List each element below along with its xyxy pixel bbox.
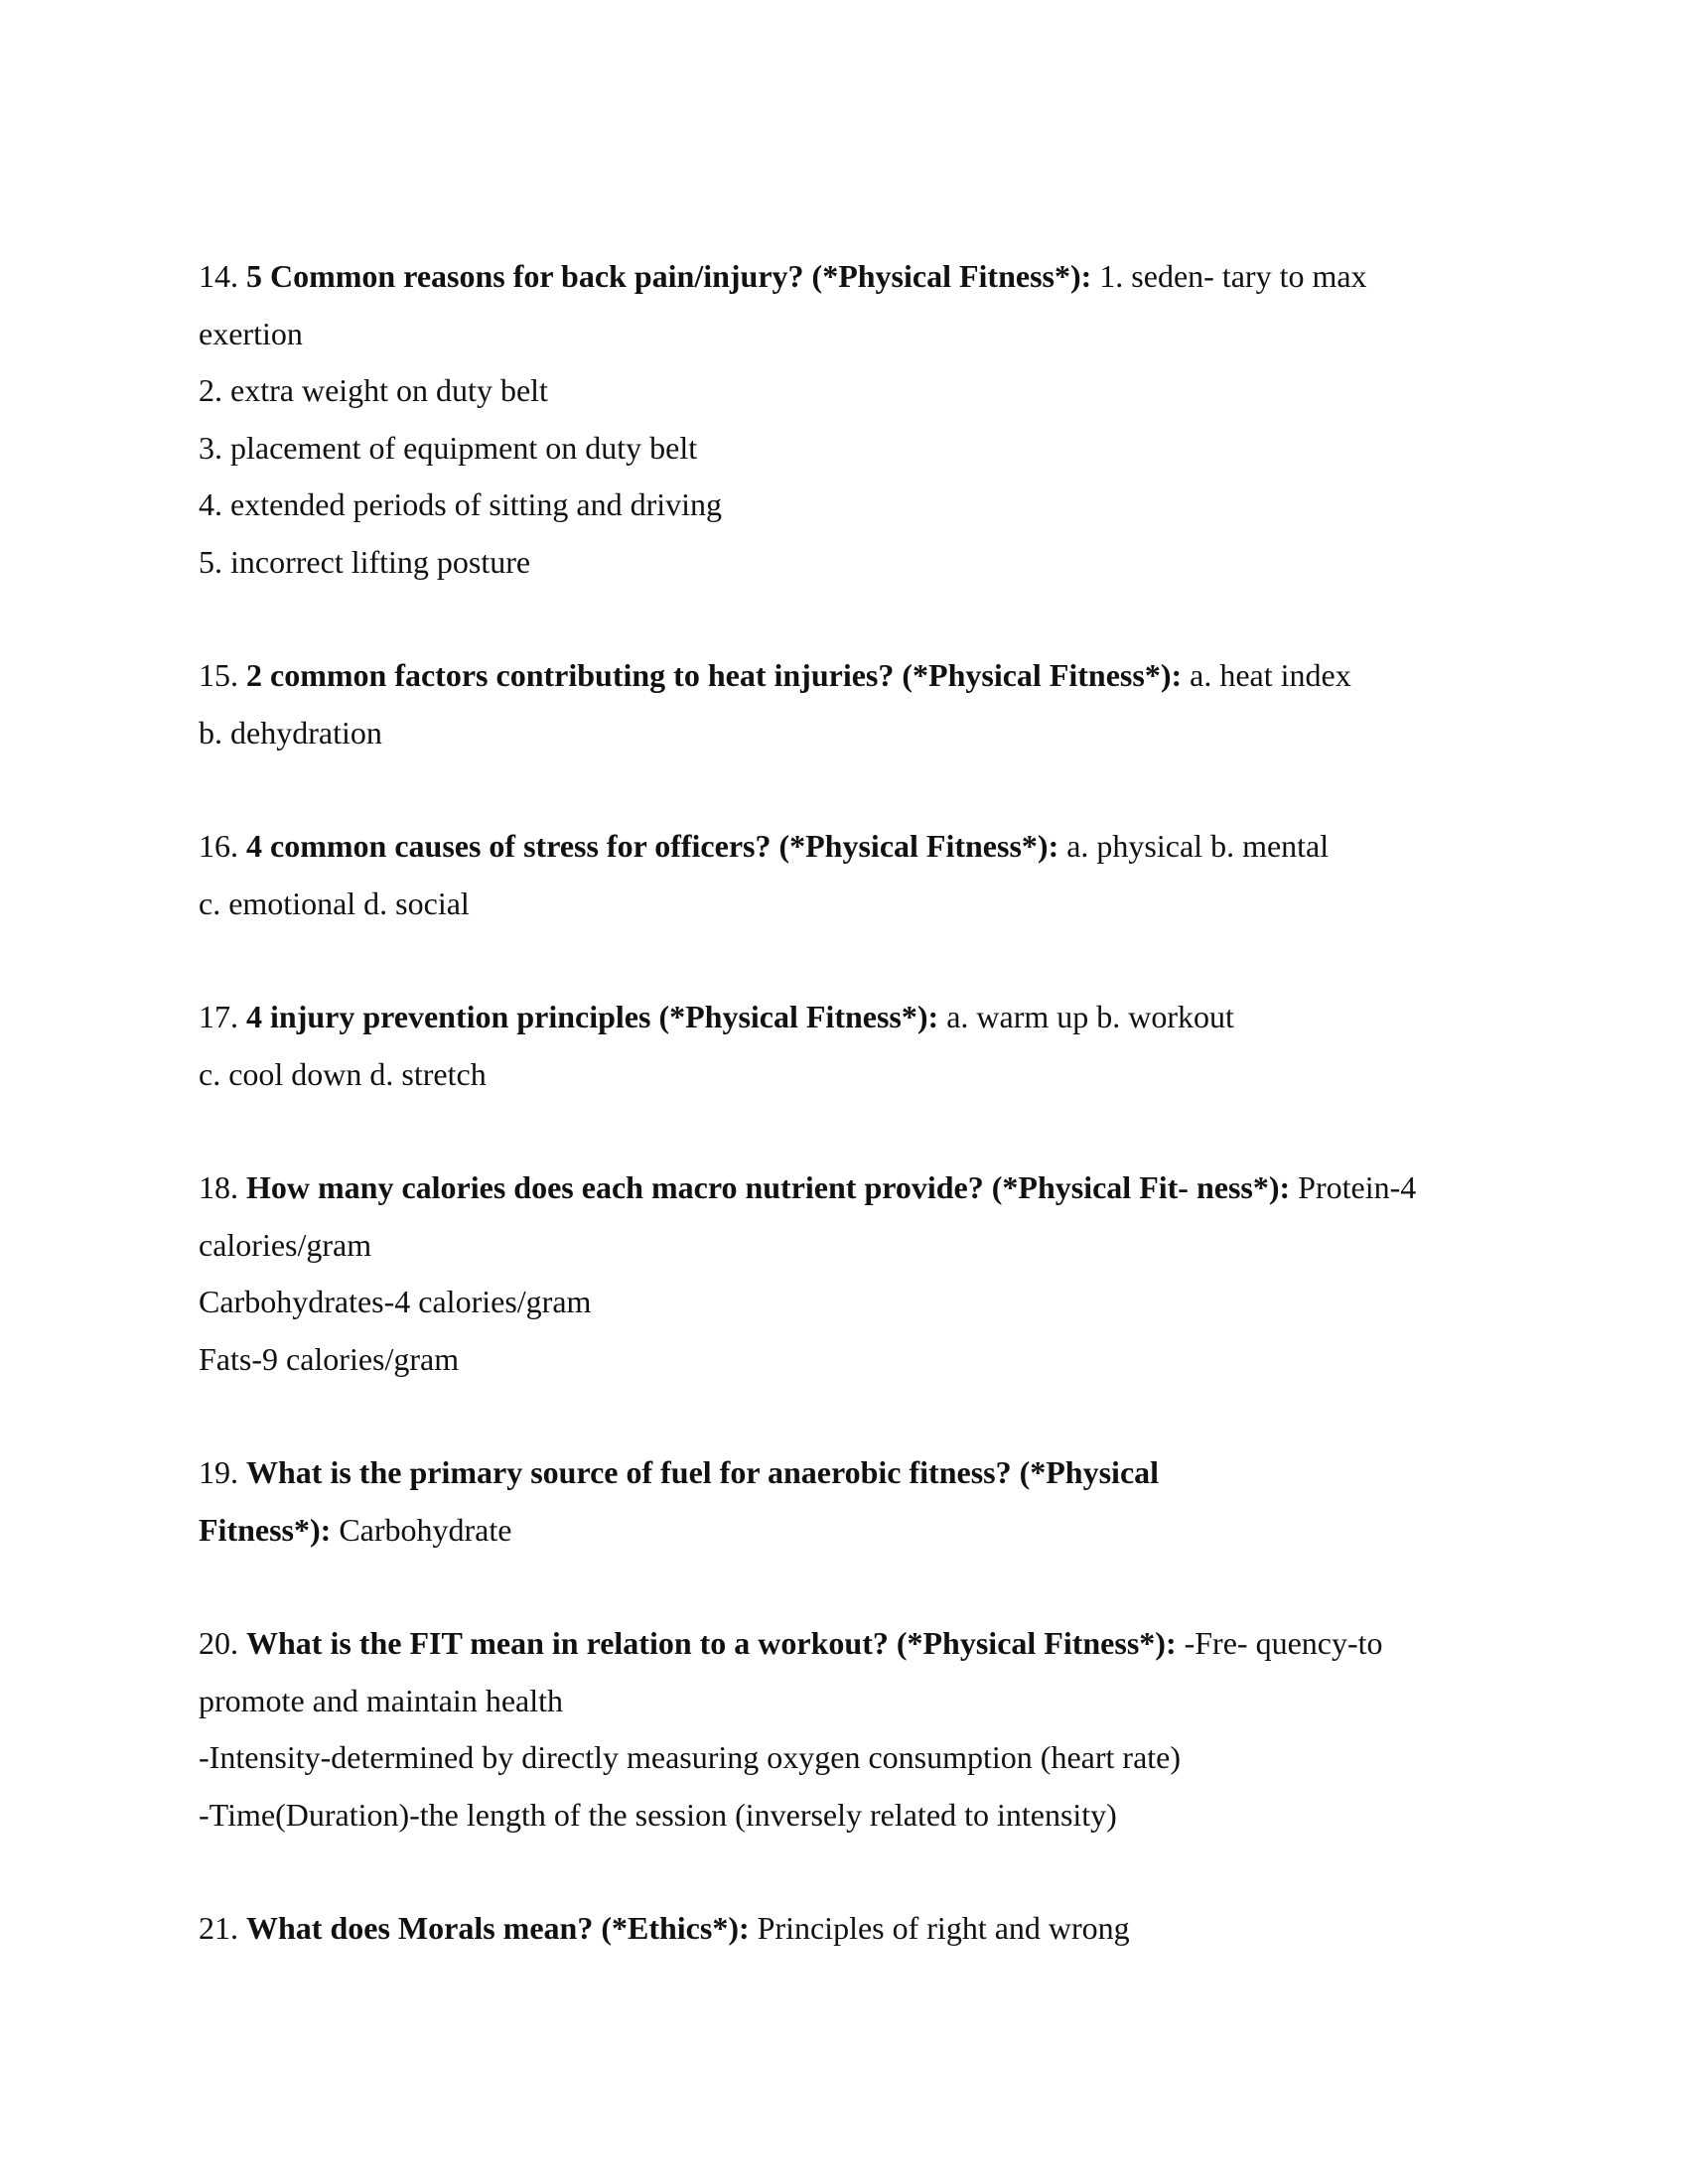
question-line	[199, 647, 1489, 705]
answer-text: a. physical b. mental	[1066, 828, 1330, 864]
qa-item-19	[199, 1444, 1489, 1559]
qa-item-21	[199, 1900, 1489, 1958]
question-text: What does Morals mean? (*Ethics*):	[246, 1910, 750, 1946]
question-text: 4 injury prevention principles (*Physical Fitness*):	[246, 999, 939, 1034]
question-number: 19.	[199, 1454, 238, 1490]
answer-text: a. warm up b. workout	[946, 999, 1234, 1034]
question-text: How many calories does each macro nutrient provide? (*Physical Fit- ness*):	[246, 1169, 1291, 1205]
question-number: 18.	[199, 1169, 238, 1205]
answer-line: 4. extended periods of sitting and driving	[199, 486, 723, 522]
question-line	[199, 1160, 1489, 1217]
answer-text: a. heat index	[1190, 657, 1351, 693]
qa-item-20	[199, 1615, 1489, 1843]
question-text: 5 Common reasons for back pain/injury? (*Physical Fitness*):	[246, 258, 1092, 294]
question-number: 14.	[199, 258, 238, 294]
question-number: 21.	[199, 1910, 238, 1946]
qa-item-14	[199, 248, 1489, 591]
question-line	[199, 989, 1489, 1046]
answer-line: -Time(Duration)-the length of the session (inversely related to intensity)	[199, 1796, 1117, 1833]
qa-item-16	[199, 818, 1489, 932]
question-text-continued: Fitness*):	[199, 1511, 332, 1548]
question-number: 20.	[199, 1625, 238, 1661]
answer-line: exertion	[199, 315, 303, 351]
answer-line: 3. placement of equipment on duty belt	[199, 429, 698, 466]
answer-line: b. dehydration	[199, 714, 382, 751]
answer-text: 1. seden- tary to max	[1099, 258, 1367, 294]
question-number: 16.	[199, 828, 238, 864]
answer-text: Principles of right and wrong	[757, 1910, 1130, 1946]
answer-line: -Intensity-determined by directly measuring oxygen consumption (heart rate)	[199, 1739, 1182, 1775]
question-text: What is the primary source of fuel for anaerobic fitness? (*Physical	[246, 1454, 1160, 1490]
document-page	[199, 248, 1489, 2014]
answer-line: c. cool down d. stretch	[199, 1055, 487, 1092]
answer-line: Fats-9 calories/gram	[199, 1340, 460, 1377]
question-line	[199, 818, 1489, 876]
question-text: What is the FIT mean in relation to a workout? (*Physical Fitness*):	[246, 1625, 1177, 1661]
answer-line: promote and maintain health	[199, 1682, 563, 1718]
question-number: 15.	[199, 657, 238, 693]
question-line	[199, 1900, 1489, 1958]
question-line-continued	[199, 1502, 1489, 1560]
answer-text: -Fre- quency-to	[1184, 1625, 1383, 1661]
question-text: 4 common causes of stress for officers? (*Physical Fitness*):	[246, 828, 1059, 864]
question-line	[199, 1615, 1489, 1673]
answer-line: 2. extra weight on duty belt	[199, 372, 548, 408]
answer-line: 5. incorrect lifting posture	[199, 543, 531, 580]
question-text: 2 common factors contributing to heat injuries? (*Physical Fitness*):	[246, 657, 1183, 693]
answer-line: c. emotional d. social	[199, 885, 470, 921]
answer-line: Carbohydrates-4 calories/gram	[199, 1284, 592, 1319]
question-line	[199, 1444, 1489, 1502]
answer-line: calories/gram	[199, 1226, 372, 1263]
question-line	[199, 248, 1489, 306]
answer-text: Carbohydrate	[339, 1511, 512, 1548]
answer-text: Protein-4	[1298, 1169, 1417, 1205]
qa-item-18	[199, 1160, 1489, 1388]
qa-item-17	[199, 989, 1489, 1103]
question-number: 17.	[199, 999, 238, 1034]
qa-item-15	[199, 647, 1489, 761]
